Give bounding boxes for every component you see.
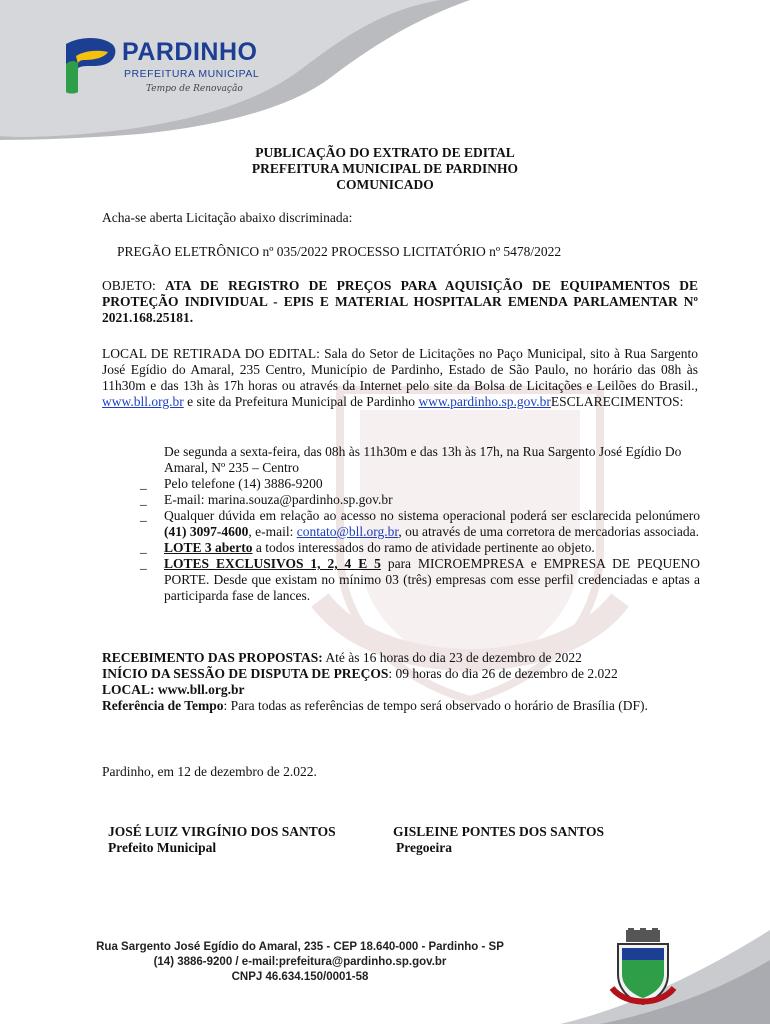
heading-publication: PUBLICAÇÃO DO EXTRATO DE EDITAL	[255, 145, 515, 160]
objeto-text: ATA DE REGISTRO DE PREÇOS PARA AQUISIÇÃO DE EQUIPAMENTOS DE PROTEÇÃO INDIVIDUAL - EPIS E MATERIAL HOSPITALAR EMENDA PARLAMENTAR Nº 2021.168.25181.	[102, 278, 698, 325]
schedule-block	[102, 650, 698, 714]
local-paragraph	[102, 346, 698, 410]
signature-left-name: JOSÉ LUIZ VIRGÍNIO DOS SANTOS	[108, 824, 336, 839]
receipt-line	[102, 650, 698, 666]
session-label: INÍCIO DA SESSÃO DE DISPUTA DE PREÇOS	[102, 666, 389, 681]
list-item: _ LOTES EXCLUSIVOS 1, 2, 4 E 5 para MICROEMPRESA e EMPRESA DE PEQUENO PORTE. Desde que existam no mínimo 03 (três) empresas com esse perfil credenciadas e aptas a participarda fase de lances.	[140, 556, 700, 603]
time-reference-text: : Para todas as referências de tempo será observado o horário de Brasília (DF).	[223, 698, 648, 713]
footer-address	[0, 940, 600, 985]
footer-line-1: Rua Sargento José Egídio do Amaral, 235 - CEP 18.640-000 - Pardinho - SP	[96, 941, 504, 953]
time-reference-line	[102, 698, 698, 714]
bll-link[interactable]: www.bll.org.br	[102, 394, 184, 409]
signature-right-name: GISLEINE PONTES DOS SANTOS	[393, 824, 604, 839]
list-item	[140, 444, 700, 476]
pardinho-site-link[interactable]: www.pardinho.sp.gov.br	[418, 394, 551, 409]
logo-subtitle: PREFEITURA MUNICIPAL	[124, 68, 260, 80]
session-line	[102, 666, 698, 682]
objeto-paragraph	[102, 278, 698, 326]
exclusive-lots-label: LOTES EXCLUSIVOS 1, 2, 4 E 5	[164, 556, 381, 571]
local-text-2: e site da Prefeitura Municipal de Pardinho	[183, 394, 419, 409]
doubt-phone: (41) 3097-4600	[164, 524, 249, 539]
receipt-label: RECEBIMENTO DAS PROPOSTAS:	[102, 650, 323, 665]
heading-comunicado: COMUNICADO	[336, 177, 434, 192]
pardinho-logo	[60, 34, 270, 104]
doubt-text-c: , ou através de uma corretora de mercadorias associada.	[398, 524, 699, 539]
signature-left-role: Prefeito Municipal	[108, 840, 217, 855]
date-line: Pardinho, em 12 de dezembro de 2.022.	[102, 764, 317, 779]
email-text: E-mail: marina.souza@pardinho.sp.gov.br	[164, 492, 393, 507]
hours-text: De segunda a sexta-feira, das 08h às 11h30m e das 13h às 17h, na Rua Sargento José Egídio Do Amaral, Nº 235 – Centro	[164, 444, 682, 475]
logo-wordmark: PARDINHO	[122, 38, 258, 66]
local-text-3: ESCLARECIMENTOS:	[550, 394, 684, 409]
municipal-crest-icon	[608, 928, 678, 1008]
intro-text: Acha-se aberta Licitação abaixo discriminada:	[102, 210, 353, 225]
lote3-label: LOTE 3 aberto	[164, 540, 253, 555]
list-item: _ LOTE 3 aberto a todos interessados do ramo de atividade pertinente ao objeto.	[140, 540, 595, 555]
logo-mark-icon	[60, 34, 120, 98]
footer-line-3: CNPJ 46.634.150/0001-58	[231, 971, 369, 983]
heading-prefeitura: PREFEITURA MUNICIPAL DE PARDINHO	[251, 161, 519, 176]
doubt-text-b: , e-mail:	[248, 524, 297, 539]
objeto-label: OBJETO:	[102, 278, 166, 293]
session-text: : 09 horas do dia 26 de dezembro de 2.022	[388, 666, 618, 681]
list-item: _ E-mail: marina.souza@pardinho.sp.gov.br	[140, 492, 393, 507]
local-text-1: LOCAL DE RETIRADA DO EDITAL: Sala do Setor de Licitações no Paço Municipal, sito à Rua Sargento José Egídio do Amaral, 235 Centro, Município de Pardinho, Estado de São Paulo, no horário das 08h às 11h30m e das 13h às 17h horas ou através da Internet pelo site da Bolsa de Licitações e Leilões do Brasil.,	[102, 346, 698, 393]
logo-slogan: Tempo de Renovação	[146, 84, 243, 94]
phone-text: Pelo telefone (14) 3886-9200	[164, 476, 323, 491]
list-item: _ Qualquer dúvida em relação ao acesso no sistema operacional poderá ser esclarecida pelonúmero (41) 3097-4600, e-mail: contato@bll.org.br, ou através de uma corretora de mercadorias associada.	[140, 508, 700, 539]
process-line: PREGÃO ELETRÔNICO nº 035/2022 PROCESSO LICITATÓRIO nº 5478/2022	[117, 244, 562, 259]
exclusive-lots-text: para MICROEMPRESA e EMPRESA DE PEQUENO PORTE. Desde que existam no mínimo 03 (três) empresas com esse perfil credenciadas e aptas a participarda fase de lances.	[164, 556, 700, 603]
receipt-text: Até às 16 horas do dia 23 de dezembro de 2022	[322, 650, 582, 665]
footer-line-2: (14) 3886-9200 / e-mail:prefeitura@pardinho.sp.gov.br	[153, 956, 447, 968]
list-item: _ Pelo telefone (14) 3886-9200	[140, 476, 323, 491]
signature-right-role: Pregoeira	[396, 840, 452, 855]
lote3-text: a todos interessados do ramo de atividade pertinente ao objeto.	[252, 540, 595, 555]
details-list	[140, 444, 700, 604]
contato-email-link[interactable]: contato@bll.org.br	[296, 524, 399, 539]
time-reference-label: Referência de Tempo	[102, 698, 224, 713]
local-line: LOCAL: www.bll.org.br	[102, 682, 245, 697]
doubt-text-a: Qualquer dúvida em relação ao acesso no sistema operacional poderá ser esclarecida pelonúmero	[164, 508, 700, 523]
